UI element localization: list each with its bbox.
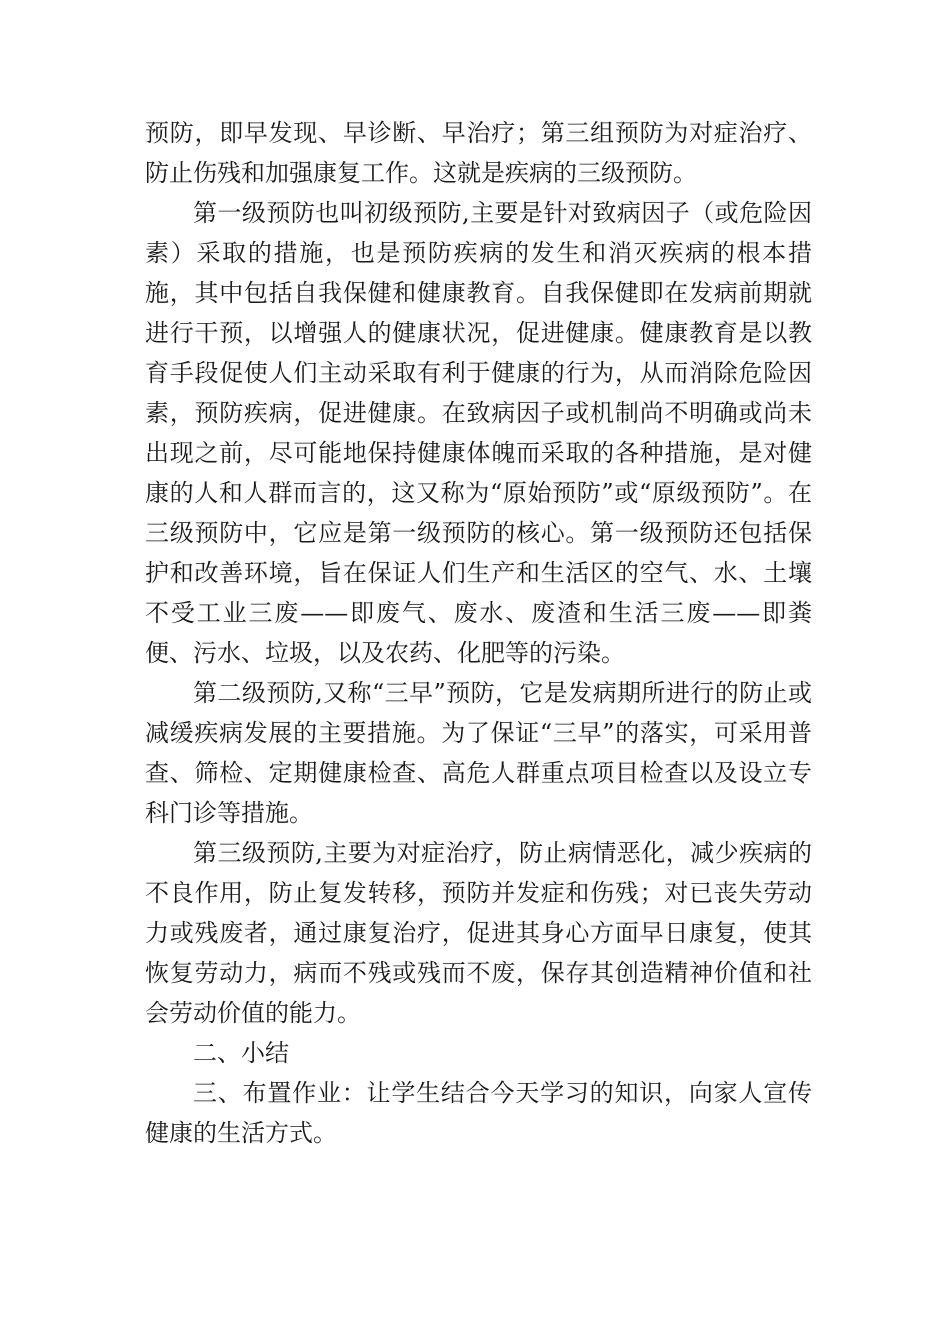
homework-paragraph: 三、布置作业：让学生结合今天学习的知识，向家人宣传健康的生活方式。: [145, 1079, 812, 1147]
paragraph-secondary-prevention: 第二级预防,又称“三早”预防，它是发病期所进行的防止或减缓疾病发展的主要措施。为了保证“三早”的落实，可采用普查、筛检、定期健康检查、高危人群重点项目检查以及设立专科门诊等措施。: [145, 679, 812, 827]
paragraph-continuation: 预防，即早发现、早诊断、早治疗；第三组预防为对症治疗、防止伤残和加强康复工作。这就是疾病的三级预防。: [145, 119, 812, 187]
paragraph-tertiary-prevention: 第三级预防,主要为对症治疗，防止病情恶化，减少疾病的不良作用，防止复发转移，预防并发症和伤残；对已丧失劳动力或残废者，通过康复治疗，促进其身心方面早日康复，使其恢复劳动力，病而不残或残而不废，保存其创造精神价值和社会劳动价值的能力。: [145, 839, 812, 1027]
summary-heading: 二、小结: [193, 1039, 289, 1067]
paragraph-primary-prevention: 第一级预防也叫初级预防,主要是针对致病因子（或危险因素）采取的措施，也是预防疾病的发生和消灭疾病的根本措施，其中包括自我保健和健康教育。自我保健即在发病前期就进行干预，以增强人的健康状况，促进健康。健康教育是以教育手段促使人们主动采取有利于健康的行为，从而消除危险因素，预防疾病，促进健康。在致病因子或机制尚不明确或尚未出现之前，尽可能地保持健康体魄而采取的各种措施，是对健康的人和人群而言的，这又称为“原始预防”或“原级预防”。在三级预防中，它应是第一级预防的核心。第一级预防还包括保护和改善环境，旨在保证人们生产和生活区的空气、水、土壤不受工业三废——即废气、废水、废渣和生活三废——即粪便、污水、垃圾，以及农药、化肥等的污染。: [145, 199, 812, 667]
